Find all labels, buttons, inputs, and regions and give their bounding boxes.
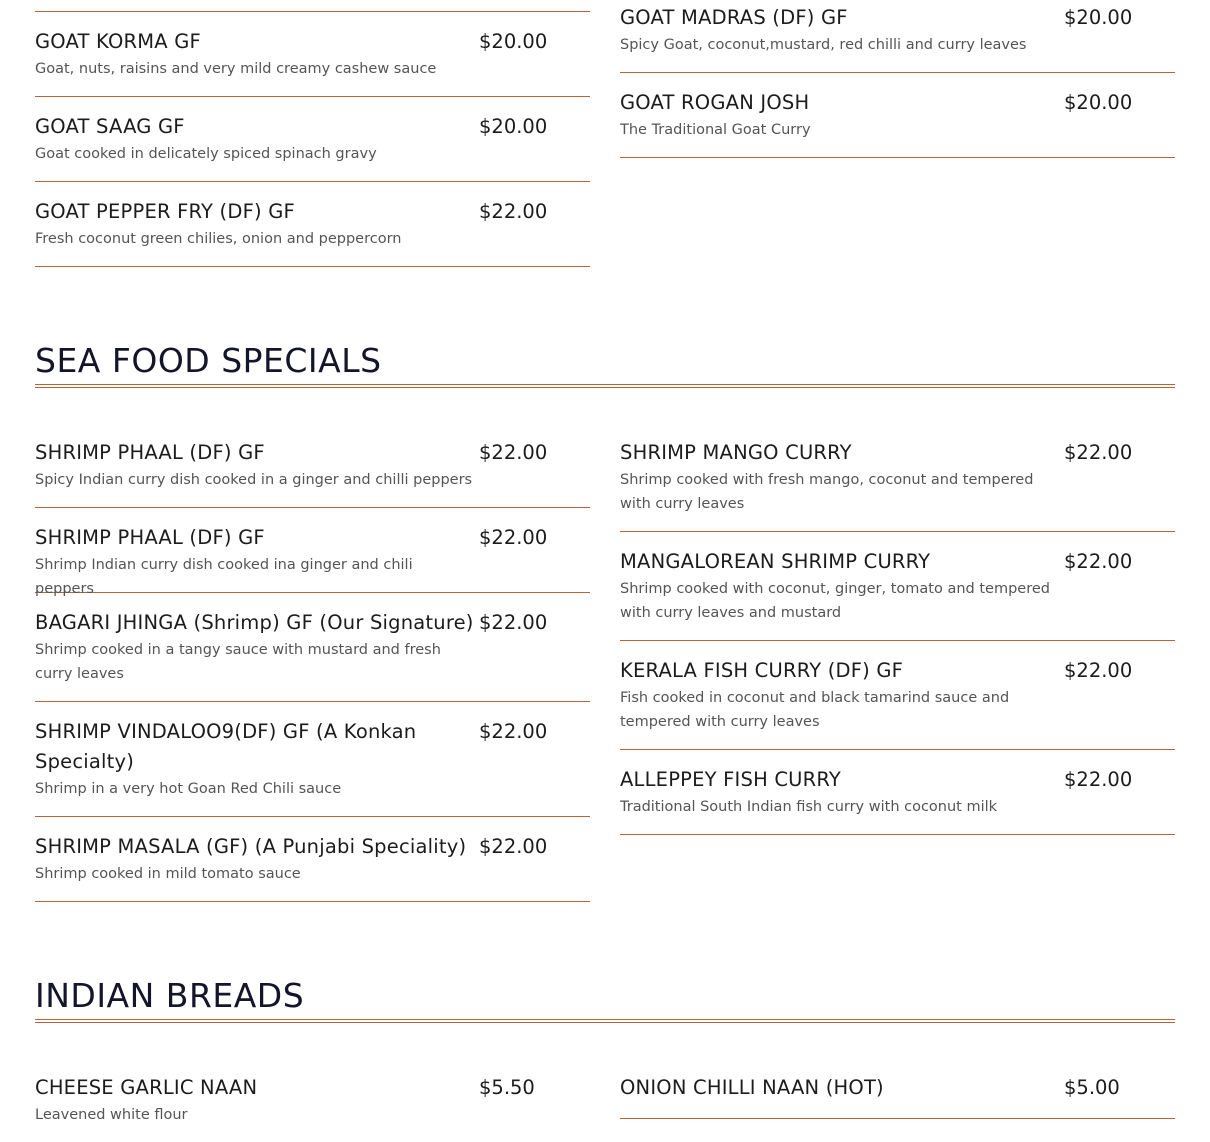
item-price: $22.00 — [479, 611, 548, 634]
item-description: Leavened white flour — [35, 1107, 188, 1123]
menu-item — [35, 717, 590, 817]
item-description: Traditional South Indian fish curry with coconut milk — [620, 799, 998, 815]
item-price: $5.00 — [1064, 1076, 1120, 1099]
item-description: Spicy Indian curry dish cooked in a ginger and chilli peppers — [35, 472, 473, 488]
item-name: GOAT KORMA GF — [35, 30, 201, 53]
item-name: ALLEPPEY FISH CURRY — [620, 768, 841, 791]
item-description: Shrimp in a very hot Goan Red Chili sauce — [35, 781, 342, 797]
item-name: GOAT PEPPER FRY (DF) GF — [35, 200, 295, 223]
item-name: ONION CHILLI NAAN (HOT) — [620, 1076, 884, 1099]
item-name: GOAT MADRAS (DF) GF — [620, 6, 848, 29]
item-price: $22.00 — [479, 526, 548, 549]
item-name: SHRIMP PHAAL (DF) GF — [35, 441, 265, 464]
item-name: GOAT SAAG GF — [35, 115, 185, 138]
item-price: $22.00 — [1064, 441, 1133, 464]
item-price: $22.00 — [1064, 550, 1133, 573]
menu-item — [35, 832, 590, 902]
item-price: $20.00 — [479, 115, 548, 138]
menu-item — [620, 438, 1175, 532]
item-description: Goat cooked in delicately spiced spinach gravy — [35, 146, 377, 162]
item-description: Shrimp Indian curry dish cooked ina ginger and chili peppers — [35, 557, 413, 597]
item-name: SHRIMP MASALA (GF) (A Punjabi Speciality) — [35, 835, 467, 858]
menu-item — [35, 27, 590, 97]
item-description: Fresh coconut green chilies, onion and peppercorn — [35, 231, 402, 247]
menu-item — [620, 656, 1175, 750]
item-description: Spicy Goat, coconut,mustard, red chilli and curry leaves — [620, 37, 1027, 53]
menu-item — [35, 438, 590, 508]
menu-item — [35, 112, 590, 182]
item-price: $20.00 — [1064, 6, 1133, 29]
item-price: $22.00 — [479, 835, 548, 858]
menu-item — [620, 547, 1175, 641]
item-name: GOAT ROGAN JOSH — [620, 91, 810, 114]
section-title-seafood: SEA FOOD SPECIALS — [35, 341, 382, 380]
item-price: $22.00 — [479, 720, 548, 743]
item-price: $20.00 — [479, 30, 548, 53]
menu-item — [620, 88, 1175, 158]
item-price: $22.00 — [479, 200, 548, 223]
menu-item — [35, 1073, 590, 1142]
item-price: $22.00 — [1064, 659, 1133, 682]
item-description: Shrimp cooked with coconut, ginger, tomato and tempered with curry leaves and mustard — [620, 581, 1050, 621]
item-price: $22.00 — [479, 441, 548, 464]
section-divider — [35, 1019, 1175, 1023]
item-name: CHEESE GARLIC NAAN — [35, 1076, 258, 1099]
item-description: Shrimp cooked with fresh mango, coconut and tempered with curry leaves — [620, 472, 1034, 512]
item-price: $20.00 — [1064, 91, 1133, 114]
menu-item — [620, 765, 1175, 835]
item-name: SHRIMP MANGO CURRY — [620, 441, 852, 464]
item-name: SHRIMP VINDALOO9(DF) GF (A Konkan Specialty) — [35, 720, 417, 773]
item-name: MANGALOREAN SHRIMP CURRY — [620, 550, 931, 573]
section-divider — [35, 384, 1175, 388]
item-description: Fish cooked in coconut and black tamarind sauce and tempered with curry leaves — [620, 690, 1010, 730]
menu-item — [35, 197, 590, 267]
item-description: Goat, nuts, raisins and very mild creamy cashew sauce — [35, 61, 437, 77]
item-description: Shrimp cooked in mild tomato sauce — [35, 866, 301, 882]
item-name: BAGARI JHINGA (Shrimp) GF (Our Signature) — [35, 611, 474, 634]
item-price: $5.50 — [479, 1076, 535, 1099]
menu-item — [620, 3, 1175, 73]
item-price: $22.00 — [1064, 768, 1133, 791]
item-description: Shrimp cooked in a tangy sauce with mustard and fresh curry leaves — [35, 642, 441, 682]
item-name: KERALA FISH CURRY (DF) GF — [620, 659, 904, 682]
section-title-breads: INDIAN BREADS — [35, 976, 305, 1015]
item-name: SHRIMP PHAAL (DF) GF — [35, 526, 265, 549]
menu-item — [620, 1073, 1175, 1119]
divider — [35, 11, 590, 12]
item-description: The Traditional Goat Curry — [620, 122, 811, 138]
menu-item — [35, 608, 590, 702]
menu-item — [35, 523, 590, 597]
